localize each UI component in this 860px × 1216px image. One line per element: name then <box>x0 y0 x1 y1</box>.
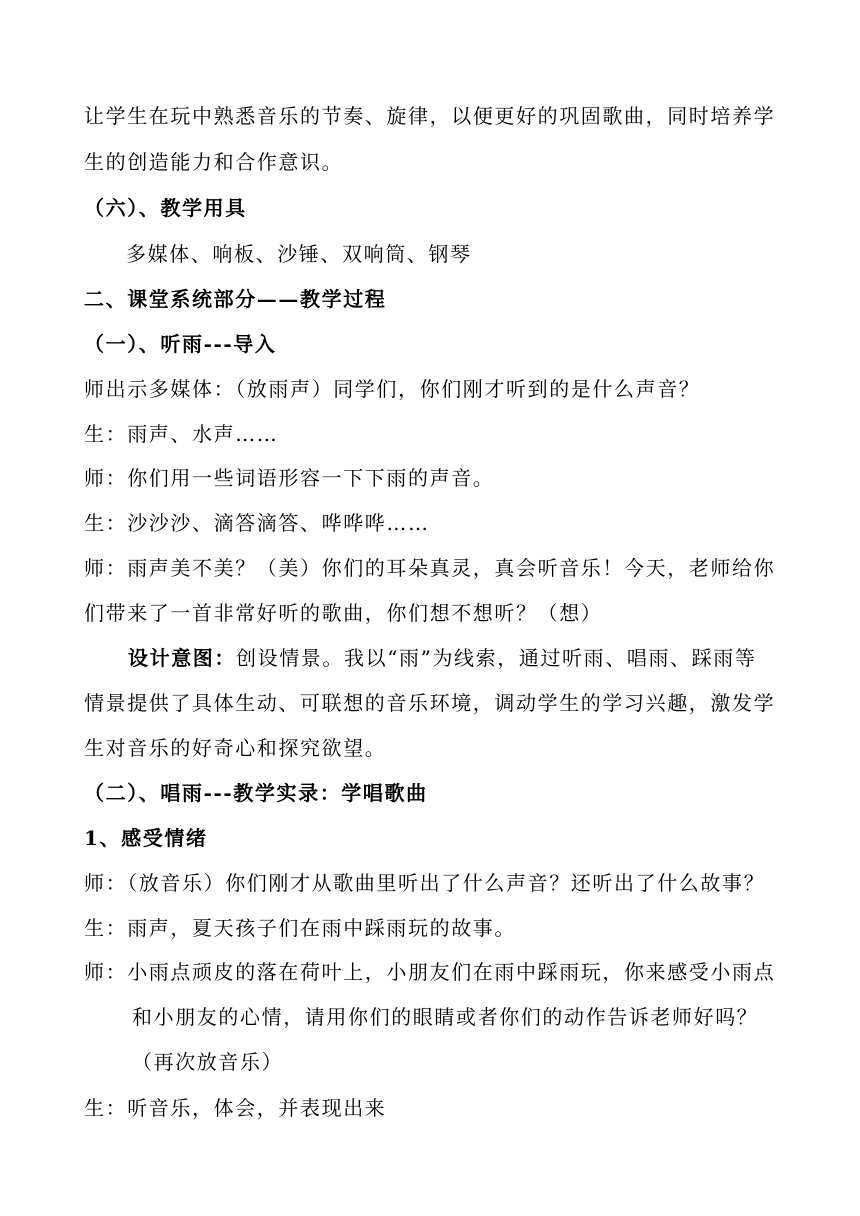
body-text-line: 生的创造能力和合作意识。 <box>84 150 344 174</box>
dialogue-line: 师：你们用一些词语形容一下下雨的声音。 <box>84 466 495 490</box>
dialogue-line: 师出示多媒体：（放雨声）同学们，你们刚才听到的是什么声音？ <box>84 377 701 401</box>
body-text-line: 生对音乐的好奇心和探究欲望。 <box>84 736 387 760</box>
dialogue-line: （再次放音乐） <box>132 1050 284 1074</box>
dialogue-line: 生：雨声，夏天孩子们在雨中踩雨玩的故事。 <box>84 916 516 940</box>
body-text-line: 情景提供了具体生动、可联想的音乐环境，调动学生的学习兴趣，激发学 <box>84 691 776 715</box>
body-text-line: 让学生在玩中熟悉音乐的节奏、旋律，以便更好的巩固歌曲，同时培养学 <box>84 104 776 128</box>
dialogue-line: 师：雨声美不美？（美）你们的耳朵真灵，真会听音乐！今天，老师给你 <box>84 556 776 580</box>
design-intent-text: 创设情景。我以“雨”为线索，通过听雨、唱雨、踩雨等 <box>236 646 757 670</box>
design-intent-label: 设计意图： <box>128 646 236 670</box>
dialogue-line: 生：雨声、水声…… <box>84 422 279 446</box>
section-heading: 1、感受情绪 <box>84 826 208 850</box>
dialogue-line: 师：小雨点顽皮的落在荷叶上，小朋友们在雨中踩雨玩，你来感受小雨点 <box>84 960 776 984</box>
dialogue-line: 们带来了一首非常好听的歌曲，你们想不想听？（想） <box>84 601 603 625</box>
dialogue-line: 生：听音乐，体会，并表现出来 <box>84 1096 387 1120</box>
dialogue-line: 和小朋友的心情，请用你们的眼睛或者你们的动作告诉老师好吗？ <box>132 1005 759 1029</box>
body-text-line: 多媒体、响板、沙锤、双响筒、钢琴 <box>126 242 472 266</box>
section-heading: （六）、教学用具 <box>84 196 247 220</box>
dialogue-line: 师：（放音乐）你们刚才从歌曲里听出了什么声音？还听出了什么故事？ <box>84 871 766 895</box>
dialogue-line: 生：沙沙沙、滴答滴答、哗哗哗…… <box>84 511 430 535</box>
section-heading: 二、课堂系统部分——教学过程 <box>84 287 387 311</box>
section-heading: （二）、唱雨---教学实录：学唱歌曲 <box>84 781 428 805</box>
section-heading: （一）、听雨---导入 <box>84 332 277 356</box>
design-intent-line <box>128 644 756 672</box>
